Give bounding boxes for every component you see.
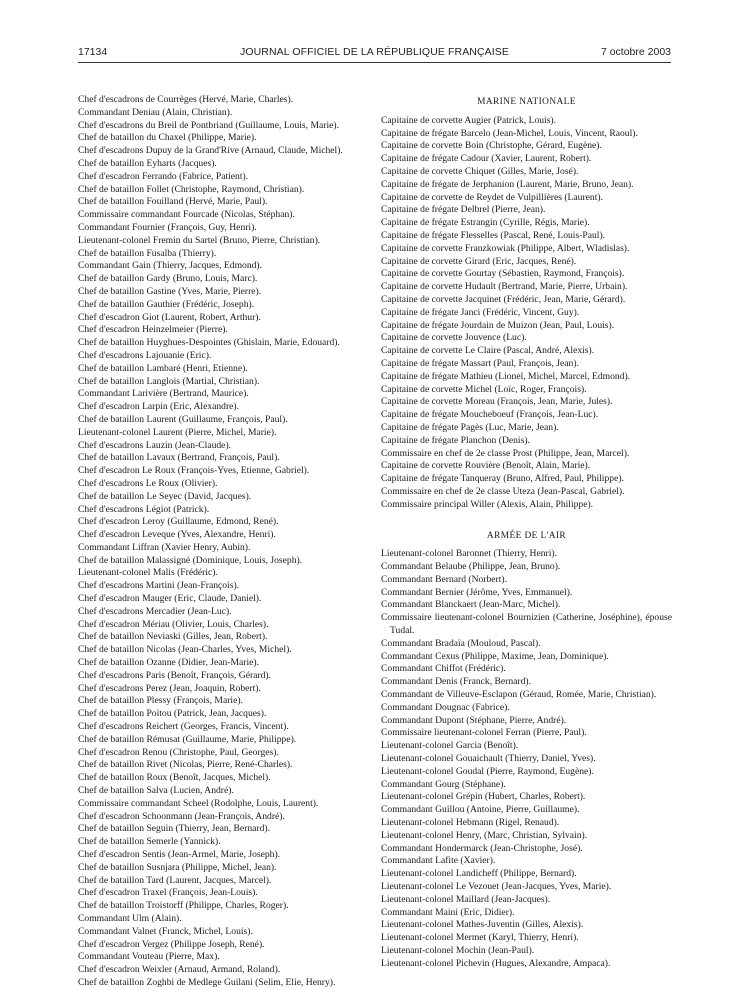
list-entry: Chef de bataillon Rémusat (Guillaume, Marie, Philippe). [78,733,297,745]
list-entry: Chef de bataillon Laurent (Guillaume, François, Paul). [78,413,288,425]
list-entry: Chef d'escadron Traxel (François, Jean-Louis). [78,887,258,899]
list-entry: Lieutenant-colonel Mochin (Jean-Paul). [381,945,535,956]
list-entry: Commandant Fournier (François, Guy, Henri). [78,221,257,233]
list-entry: Chef de bataillon Gastine (Yves, Marie, Pierre). [78,285,262,297]
list-entry: Chef de bataillon Follet (Christophe, Raymond, Christian). [78,183,305,195]
list-entry: Lieutenant-colonel Laurent (Pierre, Michel, Marie). [78,426,277,438]
list-entry: Lieutenant-colonel Garcia (Benoît). [381,740,519,752]
list-entry: Chef de bataillon Troistorff (Philippe, Charles, Roger). [78,900,289,912]
list-entry: Lieutenant-colonel Grépin (Hubert, Charles, Robert). [381,791,586,803]
list-entry: Chef de bataillon Gardy (Bruno, Louis, Marc). [78,273,258,285]
list-entry: Commandant Maini (Eric, Didier). [381,906,515,918]
list-entry: Chef d'escadron Weixler (Arnaud, Armand, Roland). [78,964,281,976]
list-entry: Lieutenant-colonel Maillard (Jean-Jacques). [381,893,551,905]
list-entry: Capitaine de frégate Barcelo (Jean-Michel, Louis, Vincent, Raoul). [381,127,638,139]
list-entry: Commissaire commandant Fourcade (Nicolas, Stéphan). [78,209,295,221]
list-entry: Chef d'escadrons de Courrèges (Hervé, Marie, Charles). [78,94,294,105]
list-entry: Chef de bataillon du Chaxel (Philippe, Marie). [78,132,257,144]
list-entry: Lieutenant-colonel Henry, (Marc, Christian, Sylvain). [381,829,588,841]
list-entry: Capitaine de corvette Hudault (Bertrand, Marie, Pierre, Urbain). [381,281,628,293]
list-entry: Commandant Cexus (Philippe, Maxime, Jean, Dominique). [381,650,609,662]
list-entry: Capitaine de corvette Moreau (François, Jean, Marie, Jules). [381,396,613,408]
list-entry: Capitaine de frégate Tanqueray (Bruno, Alfred, Paul, Philippe). [381,473,624,485]
list-entry: Lieutenant-colonel Goudal (Pierre, Raymond, Eugène). [381,765,594,777]
list-entry: Commandant Chiffot (Frédéric). [381,663,506,675]
list-entry: Chef d'escadron Vergez (Philippe Joseph, René). [78,938,265,950]
list-entry: Capitaine de frégate Pagès (Luc, Marie, Jean). [381,421,559,433]
list-entry: Chef de bataillon Nicolas (Jean-Charles, Yves, Michel). [78,644,292,656]
list-entry: Chef d'escadrons Lauzin (Jean-Claude). [78,439,232,451]
list-entry: Chef de bataillon Salva (Lucien, André). [78,785,234,797]
list-entry: Chef de bataillon Semerle (Yannick). [78,836,221,848]
list-entry: Capitaine de frégate Cadour (Xavier, Laurent, Robert). [381,153,592,165]
list-entry: Chef de bataillon Huyghues-Despointes (Ghislain, Marie, Edouard). [78,337,340,349]
list-entry: Capitaine de frégate Massart (Paul, François, Jean). [381,357,579,369]
list-entry: Chef de bataillon Roux (Benoît, Jacques, Michel). [78,772,271,784]
list-entry: Chef d'escadron Le Roux (François-Yves, Etienne, Gabriel). [78,465,310,477]
list-entry: Lieutenant-colonel Malis (Frédéric). [78,567,218,579]
list-entry: Capitaine de frégate Mathieu (Lionel, Michel, Marcel, Edmond). [381,370,631,382]
list-entry: Chef de bataillon Ozanne (Didier, Jean-Marie). [78,657,260,669]
list-entry: Capitaine de corvette Augier (Patrick, Louis). [381,114,557,126]
list-entry: Commissaire en chef de 2e classe Uteza (Jean-Pascal, Gabriel). [381,485,625,497]
list-entry: Commandant Gourg (Stéphane). [381,778,506,790]
list-entry: Chef d'escadrons Reichert (Georges, Francis, Vincent). [78,721,289,733]
list-entry: Chef de bataillon Fouilland (Hervé, Marie, Paul). [78,196,268,208]
list-entry: Chef de bataillon Poitou (Patrick, Jean, Jacques). [78,708,267,720]
list-entry: Commandant Lafite (Xavier). [381,855,496,867]
list-entry: Chef d'escadrons Le Roux (Olivier). [78,477,218,489]
list-entry: Chef d'escadrons Perez (Jean, Joaquin, Robert). [78,682,261,694]
section-title-air: ARMÉE DE L'AIR [486,530,567,541]
list-entry: Chef d'escadrons Paris (Benoît, François, Gérard). [78,669,272,681]
list-entry: Capitaine de frégate Jourdain de Muizon (Jean, Paul, Louis). [381,319,615,331]
list-entry: Chef de bataillon Fusalba (Thierry). [78,247,217,259]
list-entry: Capitaine de corvette Jacquinet (Frédéric, Jean, Marie, Gérard). [381,293,626,305]
list-entry: Commandant Valnet (Franck, Michel, Louis). [78,925,253,937]
list-entry: Chef de bataillon Lambaré (Henri, Etienne). [78,362,248,374]
list-entry: Capitaine de corvette Le Claire (Pascal, André, Alexis). [381,345,595,357]
list-entry: Capitaine de corvette Chiquet (Gilles, Marie, José). [381,165,579,177]
list-entry: Capitaine de corvette Boin (Christophe, Gérard, Eugène). [381,140,602,152]
list-entry: Chef de bataillon Malassigné (Dominique, Louis, Joseph). [78,554,303,566]
list-entry: Capitaine de corvette Rouvière (Benoît, Alain, Marie). [381,460,591,472]
list-entry: Chef d'escadron Heinzelmeier (Pierre). [78,324,228,336]
list-entry: Chef d'escadron Leveque (Yves, Alexandre, Henri). [78,529,276,541]
list-entry: Chef de bataillon Plessy (François, Marie). [78,695,243,707]
page-number: 17134 [78,46,108,58]
list-entry: Lieutenant-colonel Gouaichault (Thierry, Daniel, Yves). [381,753,596,765]
list-entry: Chef d'escadron Giot (Laurent, Robert, Arthur). [78,311,261,323]
list-entry: Commissaire lieutenant-colonel Bournizien (Catherine, Joséphine), épouse Tudal. [381,612,672,637]
list-entry: Commissaire commandant Scheel (Rodolphe, Louis, Laurent). [78,797,319,809]
list-entry: Lieutenant-colonel Landicheff (Philippe, Bernard). [381,868,577,880]
list-entry: Lieutenant-colonel Baronnet (Thierry, Henri). [381,548,557,560]
list-entry: Chef d'escadrons Lajouanie (Eric). [78,349,212,361]
list-entry: Commandant Blanckaert (Jean-Marc, Michel). [381,599,561,611]
list-entry: Chef de bataillon Rivet (Nicolas, Pierre, René-Charles). [78,759,293,771]
list-entry: Lieutenant-colonel Le Vezouet (Jean-Jacques, Yves, Marie). [381,881,612,893]
header-rule [78,62,671,63]
list-entry: Chef de bataillon Neviaski (Gilles, Jean, Robert). [78,631,268,643]
list-entry: Commissaire en chef de 2e classe Prost (Philippe, Jean, Marcel). [381,447,630,459]
list-entry: Lieutenant-colonel Mathes-Juventin (Gilles, Alexis). [381,919,584,931]
list-entry: Chef d'escadrons Dupuy de la Grand'Rive (Arnaud, Claude, Michel). [78,145,343,157]
list-entry: Capitaine de corvette Gourtay (Sébastien, Raymond, François). [381,268,625,280]
list-entry: Chef d'escadrons Mercadier (Jean-Luc). [78,605,232,617]
list-entry: Chef de bataillon Susnjara (Philippe, Michel, Jean). [78,861,277,873]
list-entry: Chef de bataillon Le Seyec (David, Jacques). [78,490,252,502]
list-entry: Chef d'escadron Leroy (Guillaume, Edmond, René). [78,516,279,528]
list-entry: Chef de bataillon Gauthier (Frédéric, Joseph). [78,298,255,310]
list-entry: Commandant Denis (Franck, Bernard). [381,676,531,688]
list-entry: Commandant Liffran (Xavier Henry, Aubin). [78,541,251,553]
journal-title: JOURNAL OFFICIEL DE LA RÉPUBLIQUE FRANÇAISE [240,46,509,58]
list-entry: Chef d'escadron Mauger (Eric, Claude, Daniel). [78,593,262,605]
list-entry: Capitaine de frégate Delbrel (Pierre, Jean). [381,204,546,216]
list-entry: Chef de bataillon Zoghbi de Medlege Guilani (Selim, Elie, Henry). [78,976,336,988]
publication-date: 7 octobre 2003 [600,46,671,58]
list-entry: Capitaine de corvette Michel (Loïc, Roger, François). [381,383,587,395]
list-entry: Lieutenant-colonel Fremin du Sartel (Bruno, Pierre, Christian). [78,234,321,246]
list-entry: Commissaire lieutenant-colonel Ferran (Pierre, Paul). [381,727,587,739]
list-entry: Lieutenant-colonel Hebmann (Rigel, Renaud). [381,817,560,829]
list-entry: Capitaine de frégate Estrangin (Cyrille, Régis, Marie). [381,217,590,229]
list-entry: Commandant Vouteau (Pierre, Max). [78,951,220,963]
list-entry: Commandant Guillou (Antoine, Pierre, Guillaume). [381,804,580,816]
list-entry: Chef d'escadron Ferrando (Fabrice, Patient). [78,170,249,182]
list-entry: Capitaine de frégate Janci (Frédéric, Vincent, Guy). [381,306,580,318]
list-entry: Commandant Deniau (Alain, Christian). [78,106,233,118]
list-entry: Chef d'escadron Mériau (Olivier, Louis, Charles). [78,618,269,630]
list-entry: Commandant Belaube (Philippe, Jean, Bruno). [381,561,561,573]
list-entry: Lieutenant-colonel Pichevin (Hugues, Alexandre, Ampaca). [381,957,611,969]
list-entry: Chef d'escadron Sentis (Jean-Armel, Marie, Joseph). [78,849,281,861]
list-entry: Commandant Dupont (Stéphane, Pierre, André). [381,714,567,726]
list-entry: Capitaine de corvette Jouvence (Luc). [381,332,527,344]
left-column [78,94,366,990]
list-entry: Capitaine de corvette de Reydet de Vulpillières (Laurent). [381,191,603,203]
list-entry: Chef de bataillon Langlois (Martial, Christian). [78,375,260,387]
list-entry: Commandant Larivière (Bertrand, Maurice). [78,388,249,400]
list-entry: Chef d'escadrons Légiot (Patrick). [78,503,210,515]
list-entry: Commandant Bernier (Jérôme, Yves, Emmanuel). [381,586,573,598]
list-entry: Capitaine de frégate de Jerphanion (Laurent, Marie, Bruno, Jean). [381,178,634,190]
list-entry: Chef d'escadron Larpin (Eric, Alexandre). [78,401,240,413]
list-entry: Commandant Dougnac (Fabrice). [381,701,510,713]
list-entry: Capitaine de corvette Franzkowiak (Philippe, Albert, Wladislas). [381,242,630,254]
marine-list [381,115,672,512]
right-column [381,94,672,971]
list-entry: Chef de bataillon Lavaux (Bertrand, François, Paul). [78,452,280,464]
air-list [381,548,672,970]
list-entry: Commandant Bernard (Norbert). [381,573,508,585]
list-entry: Commandant Ulm (Alain). [78,913,182,924]
list-entry: Commandant Gain (Thierry, Jacques, Edmond). [78,260,263,272]
page-header [78,46,671,60]
list-entry: Capitaine de corvette Girard (Eric, Jacques, René). [381,255,577,267]
list-entry: Commandant Bradaïa (Mouloud, Pascal). [381,637,541,649]
list-entry: Capitaine de frégate Flesselles (Pascal, René, Louis-Paul). [381,229,606,241]
list-entry: Chef d'escadrons du Breil de Pontbriand (Guillaume, Louis, Marie). [78,119,339,131]
list-entry: Chef d'escadron Schoonmann (Jean-François, André). [78,810,285,822]
list-entry: Commandant Hondermarck (Jean-Christophe, José). [381,842,583,854]
section-title-marine: MARINE NATIONALE [477,97,576,107]
list-entry: Chef de bataillon Tard (Laurent, Jacques, Marcel). [78,874,272,886]
list-entry: Chef d'escadron Renou (Christophe, Paul, Georges). [78,746,279,758]
list-entry: Chef de bataillon Eyharts (Jacques). [78,157,217,169]
list-entry: Capitaine de frégate Planchon (Denis). [381,434,530,446]
list-entry: Chef d'escadrons Martini (Jean-François). [78,580,240,592]
list-entry: Capitaine de frégate Moucheboeuf (François, Jean-Luc). [381,409,599,421]
list-entry: Commandant de Villeuve-Esclapon (Géraud, Romée, Marie, Christian). [381,689,657,701]
list-entry: Lieutenant-colonel Mermet (Karyl, Thierry, Henri). [381,932,579,944]
list-entry: Chef de bataillon Seguin (Thierry, Jean, Bernard). [78,823,270,835]
list-entry: Commissaire principal Willer (Alexis, Alain, Philippe). [381,498,594,510]
